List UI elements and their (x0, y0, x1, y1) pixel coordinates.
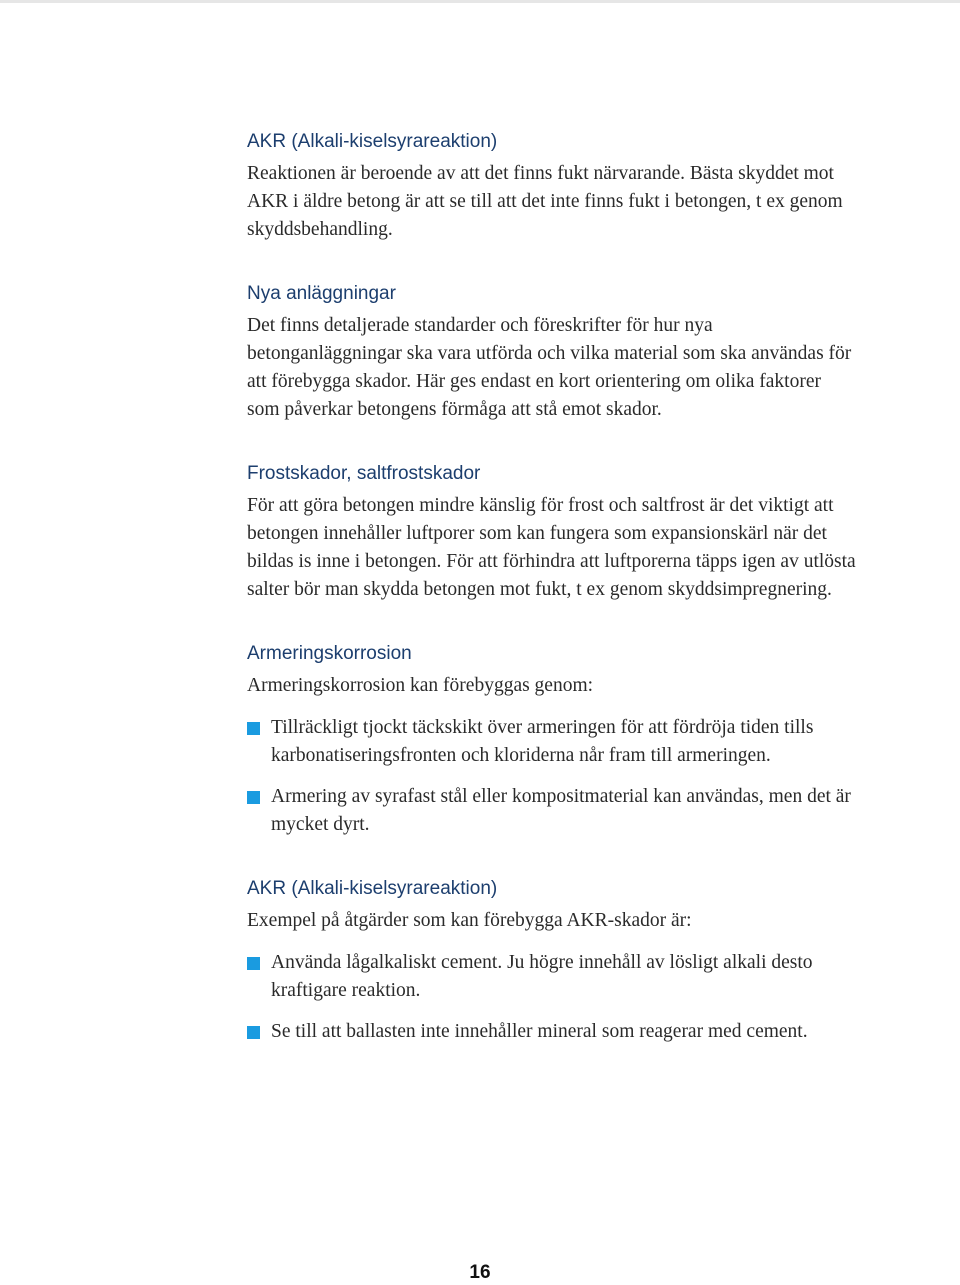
bullet-text: Använda lågalkaliskt cement. Ju högre innehåll av lösligt alkali desto kraftigare reaktion. (271, 952, 813, 1001)
section-heading: Frostskador, saltfrostskador (247, 463, 481, 484)
section-frost-damage (247, 460, 857, 604)
section-paragraph: Det finns detaljerade standarder och föreskrifter för hur nya betonganläggningar ska vara utförda och vilka material som ska användas för att förebygga skador. Här ges endast en kort orientering om olika faktorer som påverkar betongens förmåga att stå emot skador. (247, 315, 852, 420)
bullet-item (247, 1018, 857, 1046)
section-heading: Armeringskorrosion (247, 643, 412, 664)
square-bullet-icon (247, 957, 260, 970)
page-content (247, 128, 857, 1046)
section-new-facilities (247, 280, 857, 424)
section-akr-existing (247, 128, 857, 244)
top-border (0, 0, 960, 3)
bullet-text: Tillräckligt tjockt täckskikt över armeringen för att fördröja tiden tills karbonatiseringsfronten och kloriderna når fram till armeringen. (271, 717, 814, 766)
bullet-text: Se till att ballasten inte innehåller mineral som reagerar med cement. (271, 1021, 808, 1042)
section-reinforcement-corrosion (247, 640, 857, 839)
section-paragraph: Reaktionen är beroende av att det finns fukt närvarande. Bästa skyddet mot AKR i äldre betong är att se till att det inte finns fukt i betongen, t ex genom skyddsbehandling. (247, 163, 843, 240)
bullet-item (247, 949, 857, 1005)
bullet-list (247, 949, 857, 1046)
bullet-text: Armering av syrafast stål eller kompositmaterial kan användas, men det är mycket dyrt. (271, 786, 851, 835)
section-intro: Armeringskorrosion kan förebyggas genom: (247, 675, 594, 696)
page-number: 16 (469, 1262, 491, 1283)
section-paragraph: För att göra betongen mindre känslig för frost och saltfrost är det viktigt att betongen innehåller luftporer som kan fungera som expansionskärl när det bildas is inne i betongen. För att förhindra att luftporerna täpps igen av utlösta salter bör man skydda betongen mot fukt, t ex genom skyddsimpregnering. (247, 495, 856, 600)
square-bullet-icon (247, 722, 260, 735)
section-heading: AKR (Alkali-kiselsyrareaktion) (247, 878, 498, 899)
section-intro: Exempel på åtgärder som kan förebygga AKR-skador är: (247, 910, 692, 931)
section-heading: Nya anläggningar (247, 283, 396, 304)
section-akr-prevention (247, 875, 857, 1046)
bullet-item (247, 714, 857, 770)
bullet-list (247, 714, 857, 839)
bullet-item (247, 783, 857, 839)
square-bullet-icon (247, 1026, 260, 1039)
square-bullet-icon (247, 791, 260, 804)
section-heading: AKR (Alkali-kiselsyrareaktion) (247, 131, 498, 152)
